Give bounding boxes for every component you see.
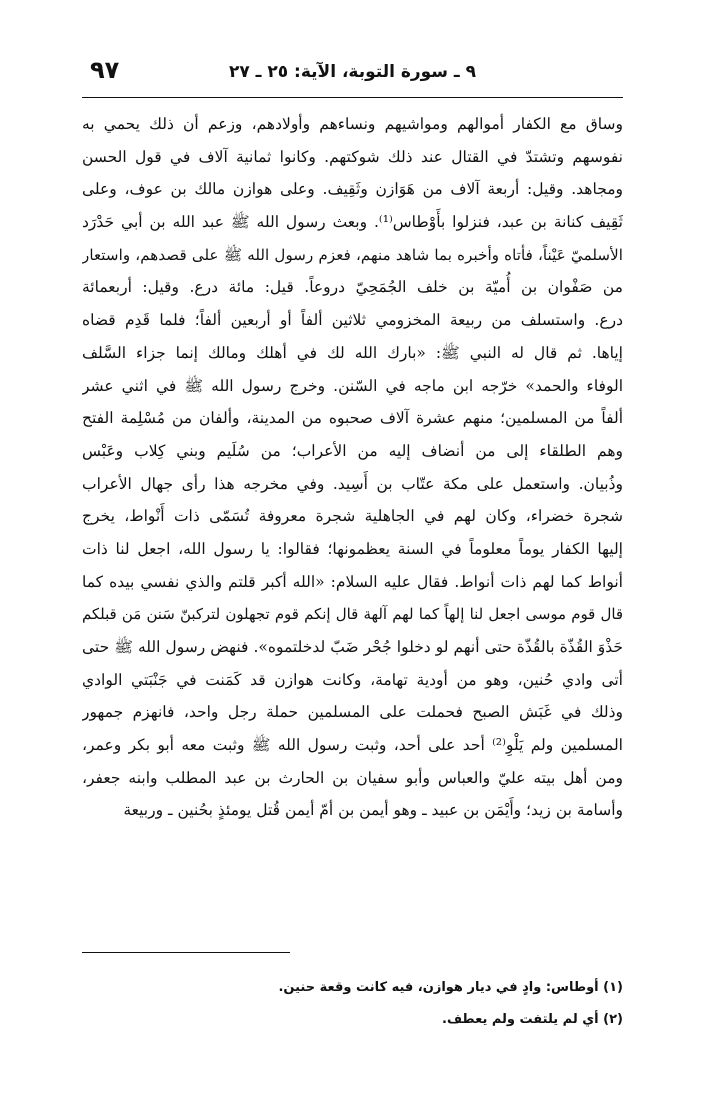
text-line: الأسلميّ عَيْناً، فأتاه وأخبره بما شاهد منهم، فعزم رسول الله ﷺ على قصدهم، واستعار (82, 245, 623, 264)
running-header (82, 56, 623, 96)
page-number: ٩٧ (90, 56, 120, 84)
header-divider (82, 97, 623, 98)
text-line: الوفاء والحمد» خرّجه ابن ماجه في السّنن. وخرج رسول الله ﷺ في اثني عشر (82, 376, 623, 395)
running-header-title: ٩ ـ سورة التوبة، الآية: ٢٥ ـ ٢٧ (228, 62, 477, 82)
text-line: نفوسهم وتشتدّ في القتال عند ذلك شوكتهم. وكانوا ثمانية آلاف في قول الحسن (82, 147, 623, 166)
text-line: أنواط كما لهم ذات أنواط. فقال عليه السلام: «الله أكبر قلتم والذي نفسي بيده كما (82, 572, 623, 591)
text-line: ومن أهل بيته عليّ والعباس وأبو سفيان بن الحارث بن عبد المطلب وابنه جعفر، (82, 768, 623, 787)
text-line: درع. واستسلف من ربيعة المخزومي ثلاثين ألفاً أو أربعين ألفاً؛ فلما قَدِم قضاه (82, 311, 623, 330)
text-line: من صَفْوان بن أُميّة بن خلف الجُمَحِيّ دروعاً. قيل: مائة درع. وقيل: أربعمائة (82, 278, 623, 297)
text-line: وذُبيان. واستعمل على مكة عتّاب بن أَسِيد. وفي مخرجه هذا رأى جهال الأعراب (82, 474, 623, 493)
text-line: قال قوم موسى اجعل لنا إلهاً كما لهم آلهة قال إنكم قوم تجهلون لتركبنّ سَنن مَن قبلكم (82, 605, 623, 624)
text-line: المسلمين ولم يَلْوِ⁽²⁾ أحد على أحد، وثبت رسول الله ﷺ وثبت معه أبو بكر وعمر، (82, 736, 623, 755)
text-line: إياها. ثم قال له النبي ﷺ: «بارك الله لك في أهلك ومالك إنما جزاء السَّلف (82, 343, 623, 362)
footnotes (82, 972, 623, 1036)
text-line: وهم الطلقاء إلى من أنضاف إليه من الأعراب؛ من سُلَيم وبني كِلاب وعَبْس (82, 441, 623, 460)
footnote: (٢) أي لم يلتفت ولم يعطف. (442, 1012, 623, 1027)
footnote: (١) أوطاس: وادٍ في ديار هوازن، فيه كانت وقعة حنين. (278, 980, 623, 995)
text-line: شجرة خضراء، وكان لهم في الجاهلية شجرة معروفة تُسَمّى ذات أَنْواط، يخرج (82, 507, 623, 526)
text-line: ومجاهد. وقيل: أربعة آلاف من هَوَازن وثَقِيف. وعلى هوازن مالك بن عوف، وعلى (82, 180, 623, 199)
text-line: وأسامة بن زيد؛ وأَيْمَن بن عبيد ـ وهو أيمن بن أمّ أيمن قُتل يومئذٍ بحُنين ـ وربيعة (123, 801, 623, 820)
text-line: وذلك في غَبَش الصبح فحملت على المسلمين حملة رجل واحد، فانهزم جمهور (82, 703, 623, 722)
text-line: وساق مع الكفار أموالهم ومواشيهم ونساءهم وأولادهم، وزعم أن ذلك يحمي به (82, 115, 623, 133)
main-text (82, 108, 623, 827)
text-line: حَذْوَ القُذّة بالقُذّة حتى أنهم لو دخلوا جُحْر ضَبّ لدخلتموه». فنهض رسول الله ﷺ حتى (82, 638, 623, 656)
text-line: ألفاً من المسلمين؛ منهم عشرة آلاف صحبوه من المدينة، وألفان من مُسْلِمة الفتح (82, 409, 623, 428)
text-line: أتى وادي حُنين، وهو من أودية تهامة، وكانت هوازن قد كَمَنت في جَنْبَتي الوادي (82, 670, 623, 689)
text-line: ثَقِيف كنانة بن عبد، فنزلوا بأَوْطاس⁽¹⁾. وبعث رسول الله ﷺ عبد الله بن أبي حَدْرَد (82, 213, 623, 232)
footnote-divider (82, 952, 290, 953)
text-line: إليها الكفار يوماً معلوماً في السنة يعظمونها؛ فقالوا: يا رسول الله، اجعل لنا ذات (82, 539, 623, 558)
